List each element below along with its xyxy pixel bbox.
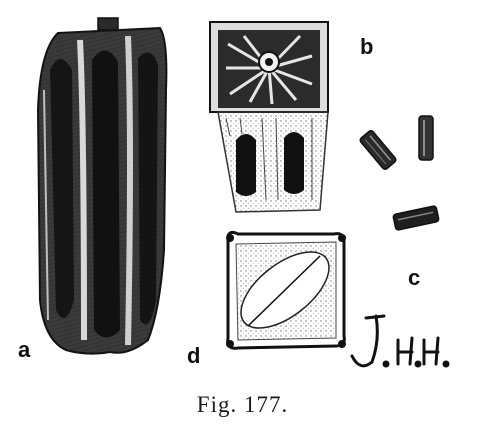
label-c: c <box>408 265 421 290</box>
section-b-drawing <box>210 22 328 212</box>
figure-caption: Fig. 177. <box>196 392 289 417</box>
label-a: a <box>18 337 31 362</box>
signature-monogram <box>352 316 448 366</box>
fruit-a-drawing <box>38 18 166 354</box>
label-d: d <box>187 343 201 368</box>
section-d-drawing <box>226 232 346 348</box>
label-b: b <box>360 34 374 59</box>
seeds-c-drawing <box>359 116 439 230</box>
